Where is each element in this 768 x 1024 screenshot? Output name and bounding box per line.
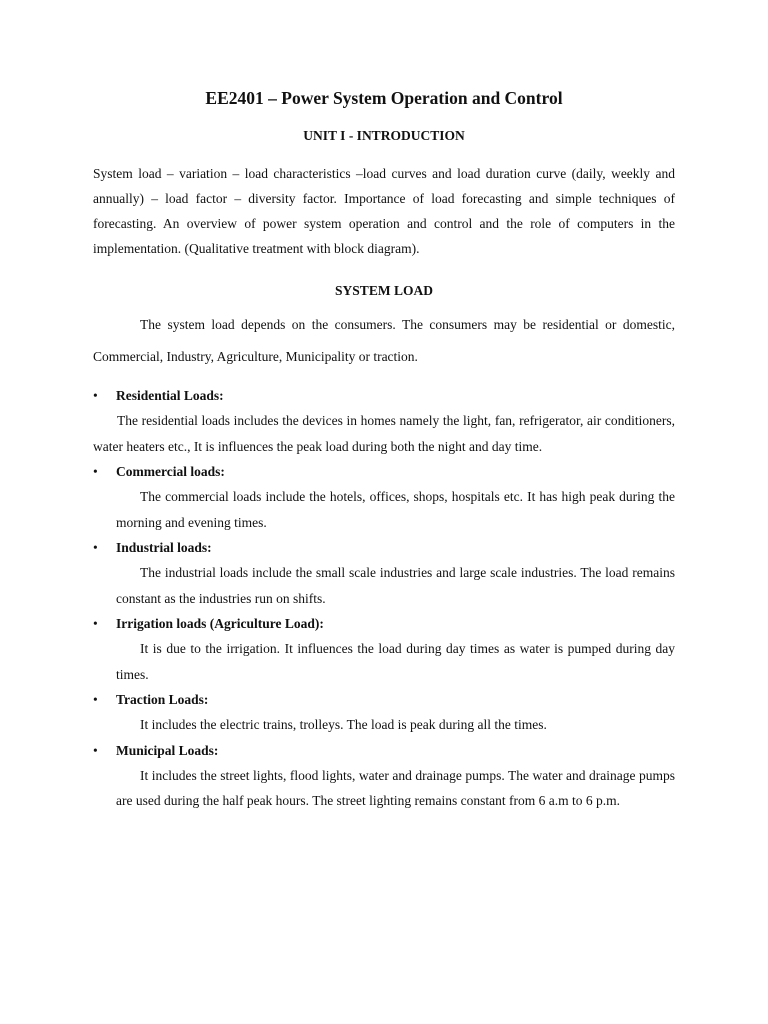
load-type-name: Municipal Loads:	[116, 742, 219, 758]
bullet-icon: •	[93, 742, 98, 758]
syllabus-paragraph: System load – variation – load characteristics –load curves and load duration curve (daily, weekly and annually) – load factor – diversity factor. Importance of load forecasting and simple techniques of forecasting. An overview of power system operation and control and the role of computers in the implementation. (Qualitative treatment with block diagram).	[93, 166, 675, 256]
unit-heading: UNIT I - INTRODUCTION	[303, 128, 465, 143]
list-item-commercial-loads	[93, 459, 675, 535]
list-item-traction-loads	[93, 687, 675, 738]
load-type-description: The residential loads includes the devices in homes namely the light, fan, refrigerator, air conditioners, water heaters etc., It is influences the peak load during both the night and day time.	[93, 413, 675, 454]
load-type-description: The commercial loads include the hotels, offices, shops, hospitals etc. It has high peak during the morning and evening times.	[116, 489, 675, 530]
list-item-industrial-loads	[93, 535, 675, 611]
list-item-irrigation-loads	[93, 611, 675, 687]
load-type-name: Commercial loads:	[116, 464, 225, 479]
bullet-icon: •	[93, 692, 98, 707]
load-type-description: It includes the street lights, flood lights, water and drainage pumps. The water and drainage pumps are used during the half peak hours. The street lighting remains constant from 6 a.m to 6 p.m.	[116, 767, 675, 808]
load-type-description: It includes the electric trains, trolleys. The load is peak during all the times.	[140, 717, 547, 732]
intro-paragraph: The system load depends on the consumers. The consumers may be residential or domestic, Commercial, Industry, Agriculture, Municipality or traction.	[93, 317, 675, 364]
load-type-name: Residential Loads:	[116, 388, 224, 403]
document-page	[93, 86, 675, 814]
load-type-name: Industrial loads:	[116, 540, 212, 555]
load-types-list	[93, 383, 675, 814]
bullet-icon: •	[93, 540, 98, 555]
load-type-name: Irrigation loads (Agriculture Load):	[116, 616, 324, 631]
bullet-icon: •	[93, 388, 98, 403]
section-heading-system-load: SYSTEM LOAD	[335, 283, 433, 298]
bullet-icon: •	[93, 464, 98, 479]
list-item-municipal-loads	[93, 738, 675, 814]
document-title: EE2401 – Power System Operation and Control	[205, 88, 563, 108]
load-type-description: The industrial loads include the small scale industries and large scale industries. The load remains constant as the industries run on shifts.	[116, 565, 675, 606]
load-type-name: Traction Loads:	[116, 692, 209, 707]
bullet-icon: •	[93, 616, 98, 631]
list-item-residential-loads	[93, 383, 675, 459]
load-type-description: It is due to the irrigation. It influences the load during day times as water is pumped during day times.	[116, 641, 675, 682]
